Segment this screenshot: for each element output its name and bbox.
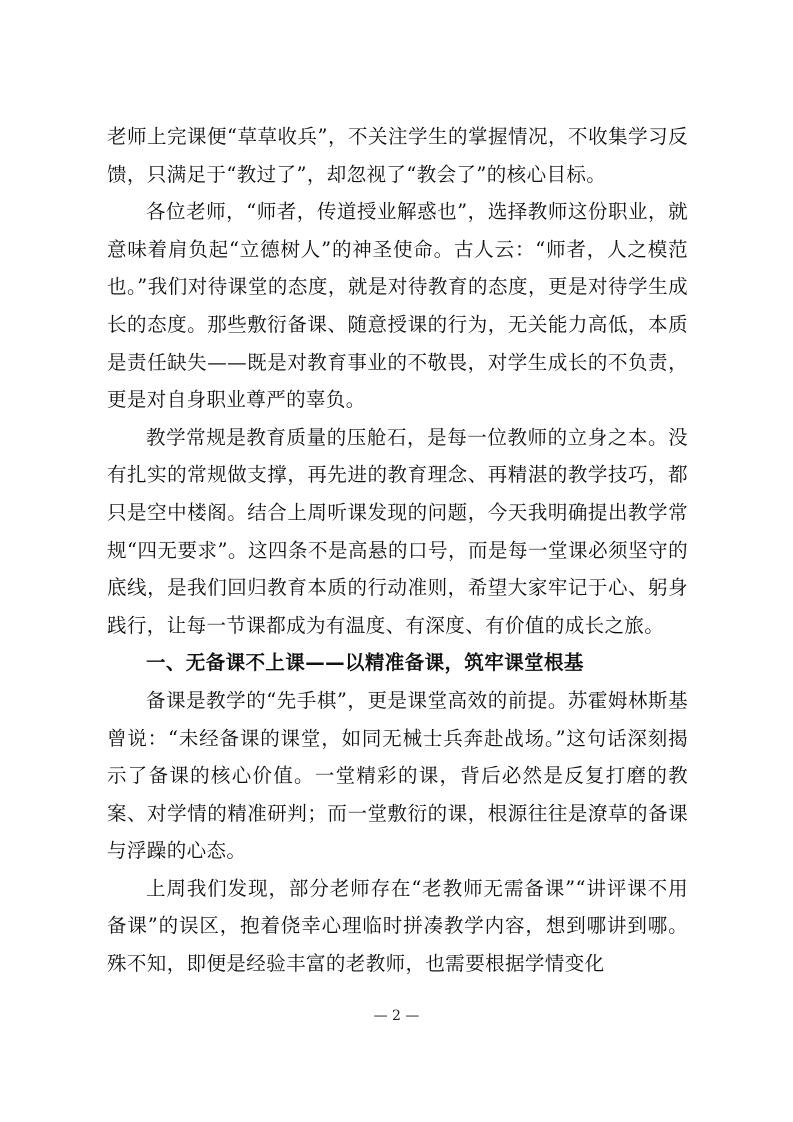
paragraph-teaching-routine: 教学常规是教育质量的压舱石，是每一位教师的立身之本。没有扎实的常规做支撑，再先进的教育理念、再精湛的教学技巧，都只是空中楼阁。结合上周听课发现的问题，今天我明确提出教学常规“四无要求”。这四条不是高悬的口号，而是每一堂课必须坚守的底线，是我们回归教育本质的行动准则，希望大家牢记于心、躬身践行，让每一节课都成为有温度、有深度、有价值的成长之旅。 [107,425,688,637]
paragraph-last-week-findings: 上周我们发现，部分老师存在“老教师无需备课”“讲评课不用备课”的误区，抱着侥幸心理临时拼凑教学内容，想到哪讲到哪。殊不知，即便是经验丰富的老教师，也需要根据学情变化 [107,876,688,976]
paragraph-continuation: 老师上完课便“草草收兵”，不关注学生的掌握情况，不收集学习反馈，只满足于“教过了”，却忽视了“教会了”的核心目标。 [107,125,688,186]
paragraph-lesson-prep: 备课是教学的“先手棋”，更是课堂高效的前提。苏霍姆林斯基曾说：“未经备课的课堂，如同无械士兵奔赴战场。”这句话深刻揭示了备课的核心价值。一堂精彩的课，背后必然是反复打磨的教案、对学情的精准研判；而一堂敷衍的课，根源往往是潦草的备课与浮躁的心态。 [107,688,688,863]
section-heading: 一、无备课不上课——以精准备课，筑牢课堂根基 [146,651,584,675]
document-body [107,118,688,983]
paragraph-teacher-mission: 各位老师，“师者，传道授业解惑也”，选择教师这份职业，就意味着肩负起“立德树人”的神圣使命。古人云：“师者，人之模范也。”我们对待课堂的态度，就是对待教育的态度，更是对待学生成长的态度。那些敷衍备课、随意授课的行为，无关能力高低，本质是责任缺失——既是对教育事业的不敬畏，对学生成长的不负责，更是对自身职业尊严的辜负。 [107,200,688,412]
page-number: — 2 — [373,1008,420,1024]
